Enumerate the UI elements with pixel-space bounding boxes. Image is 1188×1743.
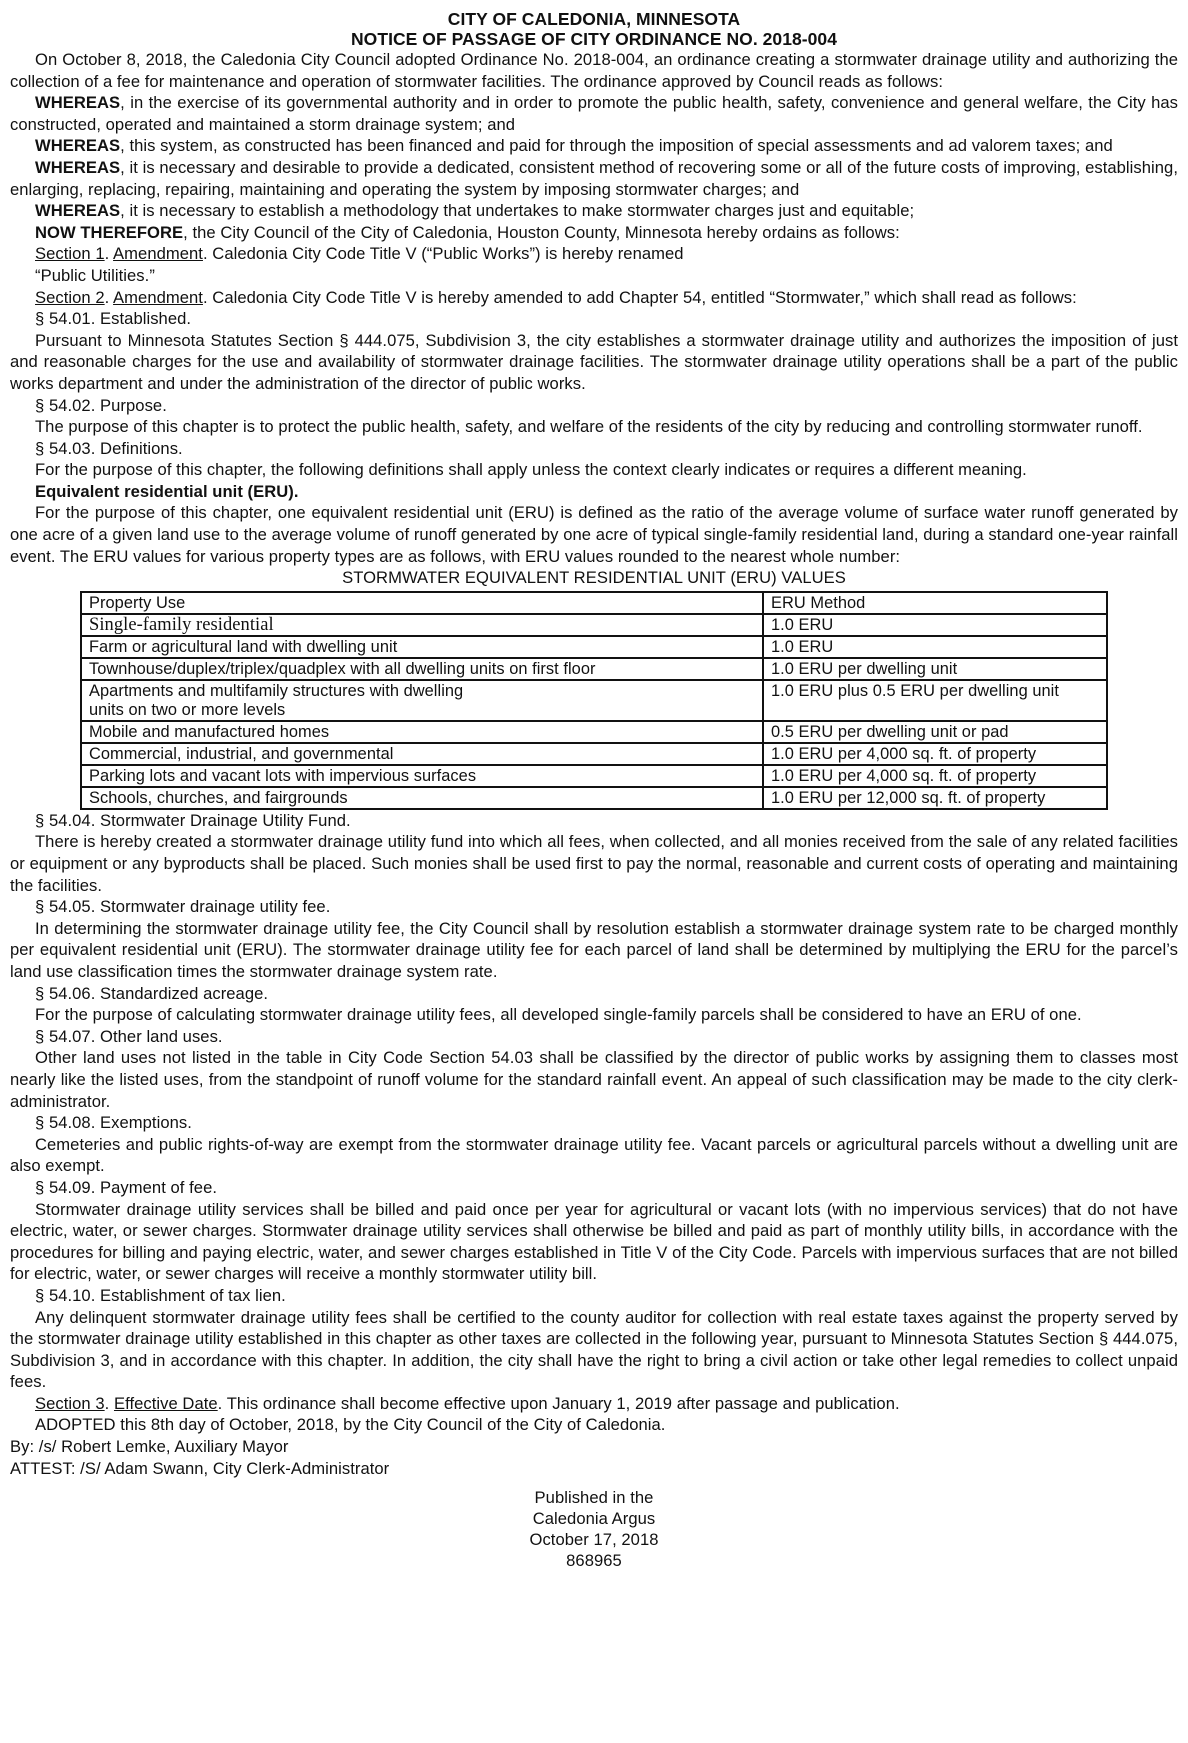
section-body-54-04: There is hereby created a stormwater drainage utility fund into which all fees, when collected, and all monies received from the sale of any related facilities or equipment or any byproducts shall be placed. Such monies shall be used first to pay the normal, reasonable and current costs of operating and maintaining the facilities.: [10, 832, 1178, 895]
column-header-eru-method: ERU Method: [763, 592, 1107, 614]
table-row: [81, 765, 1107, 787]
section-1: Section 1. Amendment. Caledonia City Code Title V (“Public Works”) is hereby renamed: [35, 244, 684, 264]
now-therefore-text: , the City Council of the City of Caledonia, Houston County, Minnesota hereby ordains as follows:: [183, 222, 900, 242]
property-use-cell: Farm or agricultural land with dwelling unit: [81, 636, 763, 658]
notice-city-title: CITY OF CALEDONIA, MINNESOTA: [447, 9, 741, 29]
section-heading-54-08: § 54.08. Exemptions.: [35, 1113, 192, 1133]
publication-ad-number: 868965: [566, 1551, 622, 1571]
whereas-clause: [10, 200, 1178, 222]
property-use-cell: Townhouse/duplex/triplex/quadplex with all dwelling units on first floor: [81, 658, 763, 680]
publication-info: [10, 1487, 1178, 1571]
section-2-text: . Caledonia City Code Title V is hereby amended to add Chapter 54, entitled “Stormwater,” which shall read as follows:: [202, 287, 1077, 307]
table-row: [81, 680, 1107, 721]
section-2-label: Section 2: [35, 287, 105, 307]
section-heading-54-01: § 54.01. Established.: [35, 309, 192, 329]
table-row: [81, 743, 1107, 765]
eru-method-cell: 1.0 ERU per dwelling unit: [763, 658, 1107, 680]
section-3: Section 3. Effective Date. This ordinance shall become effective upon January 1, 2019 after passage and publication.: [35, 1393, 900, 1413]
section-body-54-02: The purpose of this chapter is to protect the public health, safety, and welfare of the residents of the city by reducing and controlling stormwater runoff.: [35, 417, 1143, 437]
whereas-text: , it is necessary and desirable to provide a dedicated, consistent method of recovering some or all of the future costs of improving, establishing, enlarging, replacing, repairing, maintaining and operating the system by imposing stormwater charges; and: [10, 157, 1178, 199]
intro-paragraph: On October 8, 2018, the Caledonia City Council adopted Ordinance No. 2018-004, an ordinance creating a stormwater drainage utility and authorizing the collection of a fee for maintenance and operation of stormwater facilities. The ordinance approved by Council reads as follows:: [10, 50, 1178, 91]
property-use-cell: Commercial, industrial, and governmental: [81, 743, 763, 765]
section-heading-54-03: § 54.03. Definitions.: [35, 438, 183, 458]
section-heading-54-06: § 54.06. Standardized acreage.: [35, 983, 269, 1003]
section-body-54-01: Pursuant to Minnesota Statutes Section § 444.075, Subdivision 3, the city establishes a stormwater drainage utility and authorizes the imposition of just and reasonable charges for the use and availability of stormwater drainage facilities. The stormwater drainage utility operations shall be a part of the public works department and under the administration of the director of public works.: [10, 330, 1178, 393]
section-heading-54-05: § 54.05. Stormwater drainage utility fee.: [35, 897, 331, 917]
whereas-clause: [10, 135, 1178, 157]
section-heading-54-02: § 54.02. Purpose.: [35, 395, 167, 415]
table-row: [81, 636, 1107, 658]
section-1-text: . Caledonia City Code Title V (“Public Works”) is hereby renamed: [202, 244, 684, 264]
property-use-cell: Parking lots and vacant lots with impervious surfaces: [81, 765, 763, 787]
mayor-signature: By: /s/ Robert Lemke, Auxiliary Mayor: [10, 1437, 289, 1457]
section-body-54-09: Stormwater drainage utility services shall be billed and paid once per year for agricultural or vacant lots (with no impervious services) that do not have electric, water, or sewer charges. Stormwater drainage utility services shall otherwise be billed and paid as part of monthly utility bills, in accordance with the procedures for billing and paying electric, water, and sewer charges established in Title V of the City Code. Parcels with impervious surfaces that are not billed for electric, water, or sewer charges will receive a monthly stormwater utility bill.: [10, 1199, 1178, 1284]
section-1-label: Section 1: [35, 244, 105, 264]
eru-method-cell: 0.5 ERU per dwelling unit or pad: [763, 721, 1107, 743]
column-header-property-use: Property Use: [81, 592, 763, 614]
whereas-lead: WHEREAS: [35, 201, 121, 221]
section-3-text: . This ordinance shall become effective upon January 1, 2019 after passage and publication.: [217, 1393, 900, 1413]
whereas-lead: WHEREAS: [35, 157, 121, 177]
table-row: [81, 721, 1107, 743]
section-1-continuation: “Public Utilities.”: [35, 265, 155, 285]
section-heading-54-07: § 54.07. Other land uses.: [35, 1026, 223, 1046]
eru-method-cell: 1.0 ERU per 4,000 sq. ft. of property: [763, 765, 1107, 787]
section-body-54-10: Any delinquent stormwater drainage utility fees shall be certified to the county auditor for collection with real estate taxes against the property served by the stormwater drainage utility established in this chapter as other taxes are collected in the following year, pursuant to Minnesota Statutes Section § 444.075, Subdivision 3, and in accordance with this chapter. In addition, the city shall have the right to bring a civil action or take other legal remedies to collect unpaid fees.: [10, 1307, 1178, 1392]
section-2-heading: Amendment: [113, 287, 203, 307]
notice-ordinance-title: NOTICE OF PASSAGE OF CITY ORDINANCE NO. 2018-004: [350, 29, 838, 49]
whereas-lead: WHEREAS: [35, 136, 121, 156]
eru-method-cell: 1.0 ERU plus 0.5 ERU per dwelling unit: [763, 680, 1107, 721]
publication-line-1: Published in the: [534, 1488, 654, 1508]
eru-method-cell: 1.0 ERU per 4,000 sq. ft. of property: [763, 743, 1107, 765]
eru-definition: For the purpose of this chapter, one equivalent residential unit (ERU) is defined as the ratio of the average volume of surface water runoff generated by one acre of a given land use to the average volume of runoff generated by one acre of typical single-family residential land, during a standard one-year rainfall event. The ERU values for various property types are as follows, with ERU values rounded to the nearest whole number:: [10, 503, 1178, 566]
property-use-cell: Mobile and manufactured homes: [81, 721, 763, 743]
whereas-text: , this system, as constructed has been financed and paid for through the imposition of special assessments and ad valorem taxes; and: [120, 136, 1113, 156]
whereas-lead: WHEREAS: [35, 93, 121, 113]
table-row: [81, 658, 1107, 680]
publication-date: October 17, 2018: [529, 1530, 659, 1550]
eru-term: Equivalent residential unit (ERU).: [35, 481, 299, 501]
eru-table: [80, 591, 1108, 810]
eru-table-title: STORMWATER EQUIVALENT RESIDENTIAL UNIT (ERU) VALUES: [342, 568, 846, 588]
now-therefore-lead: NOW THEREFORE: [35, 222, 184, 242]
section-heading-54-10: § 54.10. Establishment of tax lien.: [35, 1285, 286, 1305]
section-3-heading: Effective Date: [113, 1393, 218, 1413]
section-body-54-07: Other land uses not listed in the table in City Code Section 54.03 shall be classified by the director of public works by assigning them to classes most nearly like the listed uses, from the standpoint of runoff volume for the standard rainfall event. An appeal of such classification may be made to the city clerk-administrator.: [10, 1048, 1178, 1111]
section-heading-54-04: § 54.04. Stormwater Drainage Utility Fund.: [35, 810, 351, 830]
now-therefore-clause: [10, 222, 1178, 244]
eru-method-cell: 1.0 ERU per 12,000 sq. ft. of property: [763, 787, 1107, 809]
property-use-cell: Schools, churches, and fairgrounds: [81, 787, 763, 809]
eru-method-cell: 1.0 ERU: [763, 636, 1107, 658]
property-use-cell: [81, 680, 763, 721]
section-body-54-03: For the purpose of this chapter, the following definitions shall apply unless the context clearly indicates or requires a different meaning.: [35, 460, 1027, 480]
section-3-label: Section 3: [35, 1393, 105, 1413]
table-row: [81, 787, 1107, 809]
section-heading-54-09: § 54.09. Payment of fee.: [35, 1177, 218, 1197]
section-body-54-08: Cemeteries and public rights-of-way are exempt from the stormwater drainage utility fee. Vacant parcels or agricultural parcels without a dwelling unit are also exempt.: [10, 1134, 1178, 1176]
section-1-heading: Amendment: [113, 244, 203, 264]
eru-method-cell: 1.0 ERU: [763, 614, 1107, 636]
whereas-text: , it is necessary to establish a methodology that undertakes to make stormwater charges just and equitable;: [120, 201, 915, 221]
adopted-statement: ADOPTED this 8th day of October, 2018, by the City Council of the City of Caledonia.: [35, 1415, 666, 1435]
section-2: Section 2. Amendment. Caledonia City Code Title V is hereby amended to add Chapter 54, entitled “Stormwater,” which shall read as follows:: [35, 287, 1077, 307]
section-body-54-05: In determining the stormwater drainage utility fee, the City Council shall by resolution establish a stormwater drainage system rate to be charged monthly per equivalent residential unit (ERU). The stormwater drainage utility fee for each parcel of land shall be determined by multiplying the ERU for the parcel’s land use classification times the stormwater drainage system rate.: [10, 918, 1178, 981]
whereas-clause: [10, 157, 1178, 200]
property-use-cell: Single-family residential: [81, 614, 763, 636]
table-row: [81, 614, 1107, 636]
table-header-row: [81, 592, 1107, 614]
whereas-clause: [10, 92, 1178, 135]
publication-newspaper: Caledonia Argus: [532, 1509, 656, 1529]
property-use-wrapped-text: Apartments and multifamily structures with dwelling units on two or more levels: [89, 681, 464, 719]
section-body-54-06: For the purpose of calculating stormwater drainage utility fees, all developed single-family parcels shall be considered to have an ERU of one.: [35, 1005, 1082, 1025]
clerk-attestation: ATTEST: /S/ Adam Swann, City Clerk-Administrator: [10, 1458, 390, 1478]
whereas-text: , in the exercise of its governmental authority and in order to promote the public health, safety, convenience and general welfare, the City has constructed, operated and maintained a storm drainage system; and: [10, 93, 1178, 134]
